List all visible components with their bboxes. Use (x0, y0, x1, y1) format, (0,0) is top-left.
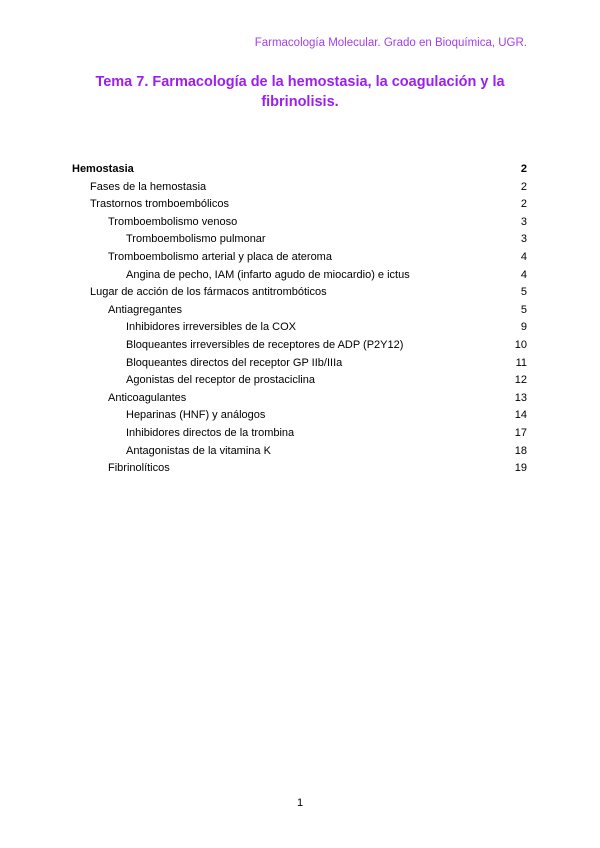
toc-entry-title: Fases de la hemostasia (90, 180, 207, 193)
toc-entry-page: 10 (514, 338, 527, 351)
toc-entry[interactable] (72, 337, 527, 355)
toc-entry[interactable] (72, 231, 527, 249)
toc-entry-page: 3 (520, 233, 527, 246)
toc-entry-title: Angina de pecho, IAM (infarto agudo de miocardio) e ictus (126, 268, 410, 281)
toc-entry[interactable] (72, 425, 527, 443)
toc-entry[interactable] (72, 460, 527, 478)
toc-entry[interactable] (72, 249, 527, 267)
toc-entry-title: Heparinas (HNF) y análogos (126, 409, 266, 422)
toc-entry[interactable] (72, 267, 527, 285)
toc-entry-title: Hemostasia (72, 163, 134, 175)
toc-entry-page: 3 (520, 215, 527, 228)
toc-entry[interactable] (72, 284, 527, 302)
toc-entry[interactable] (72, 407, 527, 425)
toc-entry-page: 5 (520, 303, 527, 316)
toc-entry-page: 5 (520, 286, 527, 299)
toc-entry-title: Tromboembolismo arterial y placa de ateroma (108, 250, 332, 263)
toc-entry-title: Inhibidores directos de la trombina (126, 426, 295, 439)
toc-entry[interactable] (72, 443, 527, 461)
toc-entry-title: Agonistas del receptor de prostaciclina (126, 374, 315, 387)
toc-entry-page: 2 (520, 180, 527, 193)
toc-entry-title: Fibrinolíticos (108, 462, 170, 475)
toc-entry[interactable] (72, 319, 527, 337)
toc-entry[interactable] (72, 302, 527, 320)
toc-entry[interactable] (72, 355, 527, 373)
toc-entry-title: Bloqueantes directos del receptor GP IIb/IIIa (126, 356, 343, 369)
toc-entry-page: 19 (514, 462, 527, 475)
toc-entry-title: Antagonistas de la vitamina K (126, 444, 271, 457)
toc-entry-page: 4 (520, 268, 527, 281)
toc-entry-page: 2 (520, 198, 527, 211)
toc-entry[interactable] (72, 390, 527, 408)
toc-entry-page: 4 (520, 250, 527, 263)
toc-entry[interactable] (72, 196, 527, 214)
toc-entry-page: 17 (514, 426, 527, 439)
document-title: Tema 7. Farmacología de la hemostasia, la coagulación y la fibrinolisis. (95, 74, 505, 110)
toc-entry-title: Trastornos tromboembólicos (90, 198, 229, 211)
toc-entry-title: Anticoagulantes (108, 391, 187, 404)
running-header: Farmacología Molecular. Grado en Bioquímica, UGR. (254, 37, 527, 49)
toc-entry-title: Tromboembolismo venoso (108, 215, 238, 228)
toc-entry-title: Inhibidores irreversibles de la COX (126, 321, 296, 334)
page-number: 1 (296, 797, 304, 809)
toc-entry-title: Tromboembolismo pulmonar (126, 233, 266, 246)
toc-entry[interactable] (72, 214, 527, 232)
toc-entry[interactable] (72, 161, 527, 179)
toc-entry-page: 18 (514, 444, 527, 457)
toc-entry-page: 14 (514, 409, 527, 422)
toc-entry-page: 2 (520, 163, 527, 175)
toc-entry-title: Lugar de acción de los fármacos antitrombóticos (90, 286, 327, 299)
toc-entry-page: 12 (514, 374, 527, 387)
toc-entry-title: Bloqueantes irreversibles de receptores de ADP (P2Y12) (126, 338, 404, 351)
toc-entry-title: Antiagregantes (108, 303, 182, 316)
toc-entry[interactable] (72, 372, 527, 390)
toc-entry-page: 13 (514, 391, 527, 404)
table-of-contents (72, 161, 527, 478)
toc-entry[interactable] (72, 179, 527, 197)
toc-entry-page: 9 (520, 321, 527, 334)
toc-entry-page: 11 (515, 356, 527, 369)
